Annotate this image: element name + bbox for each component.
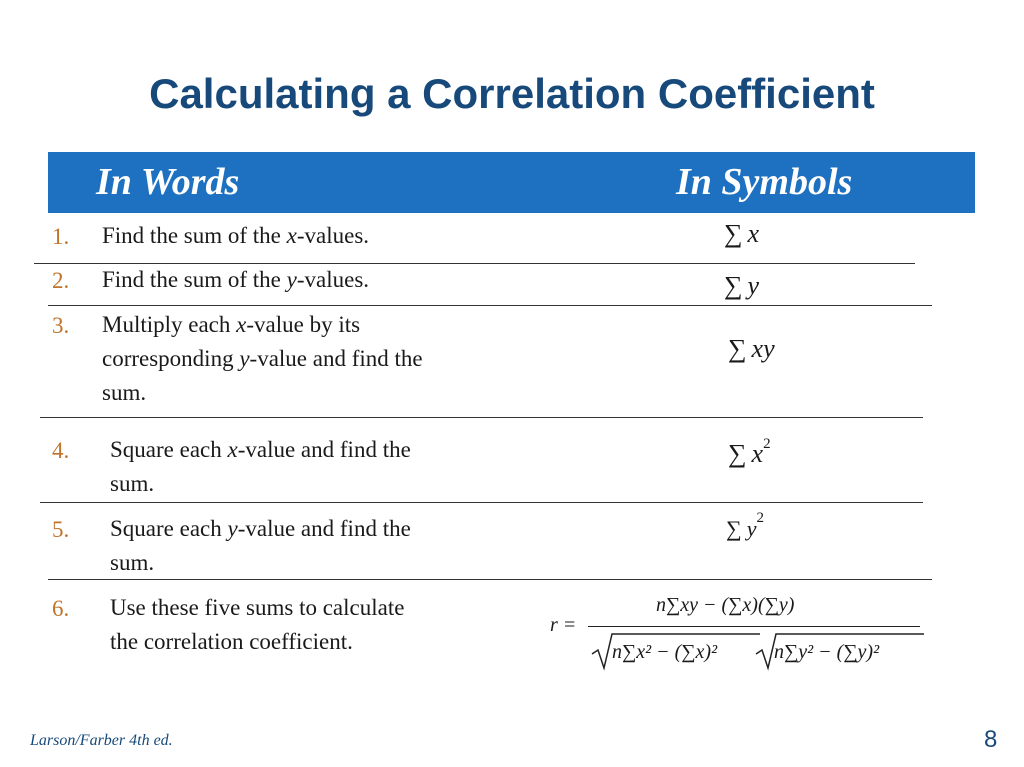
denominator-x-term: n∑x² − (∑x)² (612, 641, 718, 663)
step-6-number: 6. (52, 596, 70, 621)
step-2-symbol: ∑ y (724, 271, 760, 300)
row-divider (40, 502, 923, 503)
correlation-formula (548, 588, 928, 680)
formula-lhs: r = (550, 614, 577, 636)
denominator-y-term: n∑y² − (∑y)² (774, 641, 880, 663)
slide-title: Calculating a Correlation Coefficient (149, 70, 875, 117)
step-1-number: 1. (52, 224, 70, 249)
page-number: 8 (984, 726, 998, 753)
header-in-words: In Words (96, 161, 240, 203)
step-5-number: 5. (52, 517, 70, 542)
step-4-number: 4. (52, 438, 70, 463)
step-2-text: Find the sum of the y-values. (102, 267, 370, 292)
step-1-symbol: ∑ x (724, 219, 760, 248)
step-4-text: Square each x-value and find the sum. (110, 437, 411, 496)
step-3-symbol: ∑ xy (728, 334, 775, 363)
step-5-text: Square each y-value and find the sum. (110, 516, 411, 575)
step-2-number: 2. (52, 268, 70, 293)
row-divider (40, 417, 923, 418)
step-3-text: Multiply each x-value by its corresponding y-value and find the sum. (102, 312, 423, 405)
row-divider (48, 579, 932, 580)
fraction-bar (588, 626, 920, 627)
step-5-symbol: ∑ $y^2$ (726, 510, 764, 541)
header-in-symbols: In Symbols (676, 161, 853, 203)
step-4-symbol: ∑ $x^2$ (728, 436, 771, 468)
formula-denominator (590, 632, 926, 672)
formula-numerator: n∑xy − (∑x)(∑y) (656, 594, 795, 616)
step-1-text: Find the sum of the x-values. (102, 223, 370, 248)
footer-citation: Larson/Farber 4th ed. (30, 732, 173, 749)
step-6-text: Use these five sums to calculate the correlation coefficient. (110, 595, 405, 654)
step-3-number: 3. (52, 313, 70, 338)
row-divider (48, 305, 932, 306)
